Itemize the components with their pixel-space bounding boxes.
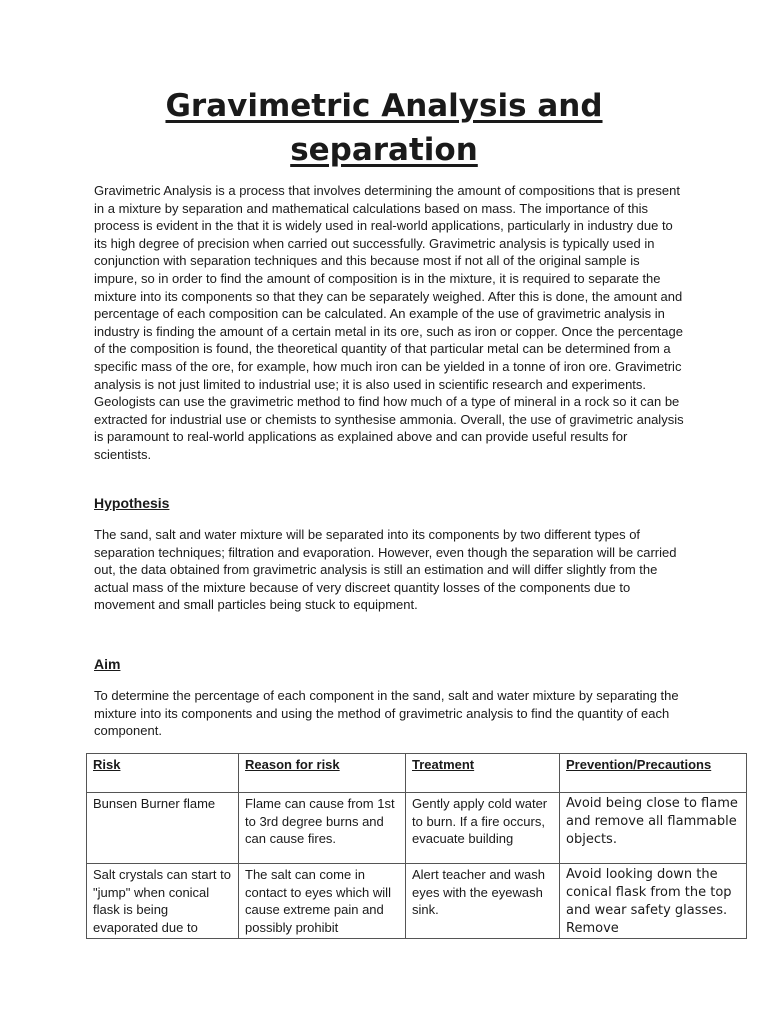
- header-reason: Reason for risk: [239, 754, 406, 793]
- header-risk: Risk: [87, 754, 239, 793]
- cell-prevention: Avoid being close to flame and remove all flammable objects.: [560, 793, 747, 864]
- table-row: [87, 793, 747, 864]
- header-treatment: Treatment: [406, 754, 560, 793]
- cell-risk: Salt crystals can start to "jump" when conical flask is being evaporated due to: [87, 864, 239, 939]
- cell-reason: Flame can cause from 1st to 3rd degree burns and can cause fires.: [239, 793, 406, 864]
- hypothesis-heading: Hypothesis: [94, 495, 170, 511]
- aim-paragraph: To determine the percentage of each component in the sand, salt and water mixture by separating the mixture into its components and using the method of gravimetric analysis to find the quantity of each component.: [94, 688, 679, 739]
- title-line-1: Gravimetric Analysis and: [165, 88, 603, 124]
- cell-reason: The salt can come in contact to eyes which will cause extreme pain and possibly prohibit: [239, 864, 406, 939]
- aim-heading: Aim: [94, 656, 121, 672]
- intro-paragraph: Gravimetric Analysis is a process that involves determining the amount of compositions that is present in a mixture by separation and mathematical calculations based on mass. The importance of this process is evident in the that it is widely used in real-world applications, particularly in industry due to its high degree of precision when carried out successfully. Gravimetric analysis is typically used in conjunction with separation techniques and this because most if not all of the original sample is impure, so in order to find the amount of composition is in the mixture, it is required to separate the mixture into its components so that they can be separately weighed. After this is done, the amount and percentage of each composition can be calculated. An example of the use of gravimetric analysis in industry is finding the amount of a certain metal in its ore, such as iron or copper. Once the percentage of the composition is found, the theoretical quantity of that particular metal can be determined from a specific mass of the ore, for example, how much iron can be yielded in a tonne of iron ore. Gravimetric analysis is not just limited to industrial use; it is also used in scientific research and experiments. Geologists can use the gravimetric method to find how much of a type of mineral in a rock so it can be extracted for industrial use or chemists to synthesise ammonia. Overall, the use of gravimetric analysis is paramount to real-world applications as explained above and can provide useful results for scientists.: [94, 183, 684, 462]
- cell-treatment: Alert teacher and wash eyes with the eyewash sink.: [406, 864, 560, 939]
- document-title: [94, 84, 674, 172]
- header-prevention: Prevention/Precautions: [560, 754, 747, 793]
- cell-risk: Bunsen Burner flame: [87, 793, 239, 864]
- risk-table-header-row: [87, 754, 747, 793]
- title-line-2: separation: [290, 132, 478, 168]
- table-row: [87, 864, 747, 939]
- cell-prevention: Avoid looking down the conical flask from the top and wear safety glasses. Remove: [560, 864, 747, 939]
- hypothesis-paragraph: The sand, salt and water mixture will be separated into its components by two different types of separation techniques; filtration and evaporation. However, even though the separation will be carried out, the data obtained from gravimetric analysis is still an estimation and will differ slightly from the actual mass of the mixture because of very discreet quantity losses of the components due to movement and small particles being stuck to equipment.: [94, 527, 677, 613]
- cell-treatment: Gently apply cold water to burn. If a fire occurs, evacuate building: [406, 793, 560, 864]
- risk-table: [86, 753, 747, 939]
